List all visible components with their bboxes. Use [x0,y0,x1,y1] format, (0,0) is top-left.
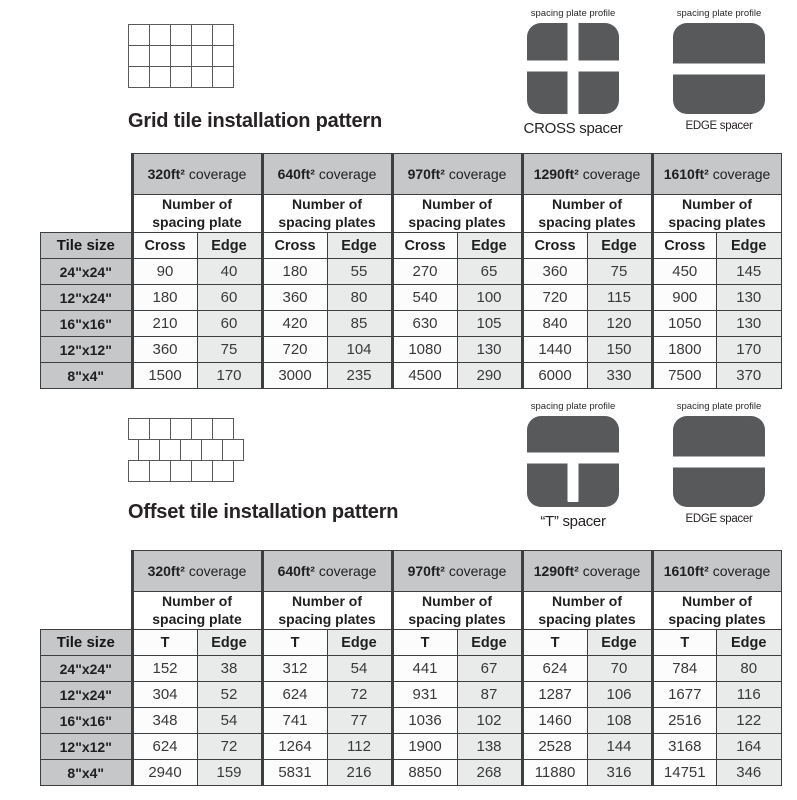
pattern-tile [170,66,192,88]
pattern-tile [191,66,213,88]
subheader-line: Number of [292,593,362,610]
pattern-row [128,66,234,88]
pattern-tile [128,460,150,482]
offset-pattern-figure [128,418,244,482]
value-cell: 216 [327,760,392,786]
coverage-area: 640ft² [277,166,315,182]
pattern-row [128,45,234,67]
subheader-cell [132,592,262,630]
data-row [41,708,782,734]
coverage-suffix: coverage [708,166,771,182]
coverage-area: 320ft² [147,166,185,182]
value-cell: 235 [327,363,392,389]
value-cell: 3000 [262,363,327,389]
pattern-tile [191,418,213,440]
value-cell: 112 [327,734,392,760]
value-cell: 2940 [132,760,197,786]
value-cell: 38 [197,656,262,682]
tile-size-header: Tile size [41,630,133,656]
pattern-tile [212,66,234,88]
value-cell: 348 [132,708,197,734]
spacer-caption: “T” spacer [540,513,606,530]
value-cell: 180 [132,285,197,311]
value-cell: 5831 [262,760,327,786]
subheader-line: spacing plates [538,610,636,627]
spacer-caption: EDGE spacer [685,120,753,132]
value-cell: 931 [392,682,457,708]
value-cell: 2528 [522,734,587,760]
value-cell: 268 [457,760,522,786]
value-cell: 55 [327,259,392,285]
subheader-line: Number of [162,593,232,610]
value-cell: 180 [262,259,327,285]
tile-size-header: Tile size [41,233,133,259]
offset-table-wrapper [40,550,782,786]
pattern-tile [191,460,213,482]
grid-pattern-figure [128,24,234,88]
subheader-cell [132,195,262,233]
cross-spacer-icon [527,23,619,114]
value-cell: 624 [262,682,327,708]
value-cell: 630 [392,311,457,337]
value-cell: 360 [262,285,327,311]
coverage-header-cell [132,551,262,592]
coverage-header-cell [262,551,392,592]
corner-cell [41,154,133,233]
pair-label-primary: Cross [262,233,327,259]
coverage-suffix: coverage [184,563,247,579]
spacer-stem [568,458,579,502]
coverage-header-cell [132,154,262,195]
value-cell: 144 [587,734,652,760]
value-cell: 420 [262,311,327,337]
pattern-tile [149,24,171,46]
value-cell: 77 [327,708,392,734]
subheader-line: spacing plate [152,610,242,627]
pattern-tile [149,460,171,482]
subheader-cell [522,195,652,233]
pair-label-edge: Edge [197,630,262,656]
value-cell: 65 [457,259,522,285]
subheader-line: spacing plates [538,213,636,230]
pattern-row [128,418,244,440]
value-cell: 105 [457,311,522,337]
value-cell: 14751 [652,760,717,786]
pattern-tile [149,45,171,67]
value-cell: 11880 [522,760,587,786]
value-cell: 122 [717,708,782,734]
pattern-tile [138,439,160,461]
value-cell: 40 [197,259,262,285]
value-cell: 106 [587,682,652,708]
subheader-line: spacing plates [408,610,506,627]
value-cell: 60 [197,311,262,337]
value-cell: 270 [392,259,457,285]
coverage-header-row [41,154,782,195]
pattern-tile [222,439,244,461]
data-row [41,259,782,285]
value-cell: 87 [457,682,522,708]
coverage-area: 320ft² [147,563,185,579]
value-cell: 1080 [392,337,457,363]
pattern-tile [159,439,181,461]
data-row [41,760,782,786]
value-cell: 784 [652,656,717,682]
value-cell: 304 [132,682,197,708]
value-cell: 54 [327,656,392,682]
value-cell: 108 [587,708,652,734]
spacer-caption: EDGE spacer [685,513,753,525]
value-cell: 370 [717,363,782,389]
pair-label-primary: T [262,630,327,656]
coverage-area: 970ft² [407,563,445,579]
spacer-bar-horizontal [669,456,769,467]
value-cell: 60 [197,285,262,311]
pair-label-edge: Edge [717,233,782,259]
subheader-line: Number of [682,196,752,213]
pair-label-edge: Edge [197,233,262,259]
subheader-row [41,195,782,233]
coverage-header-cell [522,154,652,195]
subheader-line: spacing plates [408,213,506,230]
corner-cell [41,551,133,630]
pattern-tile [170,24,192,46]
pattern-tile [170,460,192,482]
edge-spacer-figure [667,401,771,525]
coverage-area: 640ft² [277,563,315,579]
subheader-cell [392,592,522,630]
value-cell: 115 [587,285,652,311]
value-cell: 130 [717,285,782,311]
value-cell: 840 [522,311,587,337]
subheader-line: spacing plates [668,213,766,230]
value-cell: 150 [587,337,652,363]
coverage-header-cell [522,551,652,592]
cross-spacer-figure [521,8,625,137]
pattern-tile [191,24,213,46]
value-cell: 130 [717,311,782,337]
pair-label-primary: Cross [392,233,457,259]
pattern-tile [149,418,171,440]
value-cell: 67 [457,656,522,682]
subheader-line: spacing plate [152,213,242,230]
subheader-line: spacing plates [278,610,376,627]
data-row [41,656,782,682]
pair-label-edge: Edge [457,630,522,656]
pattern-row [128,460,244,482]
grid-spacing-table [40,153,782,389]
value-cell: 720 [522,285,587,311]
pair-label-edge: Edge [327,233,392,259]
spacer-profile-label: spacing plate profile [530,401,616,412]
pair-label-primary: T [392,630,457,656]
offset-spacing-table [40,550,782,786]
coverage-header-row [41,551,782,592]
value-cell: 102 [457,708,522,734]
subheader-line: Number of [422,196,492,213]
coverage-area: 1610ft² [663,166,709,182]
tile-size-cell: 8"x4" [41,363,133,389]
spacer-profile-label: spacing plate profile [676,8,762,19]
spacer-bar-vertical [568,21,579,116]
pair-label-primary: Cross [652,233,717,259]
value-cell: 70 [587,656,652,682]
value-cell: 164 [717,734,782,760]
coverage-suffix: coverage [578,166,641,182]
pattern-tile [128,66,150,88]
value-cell: 7500 [652,363,717,389]
tile-size-cell: 24"x24" [41,259,133,285]
data-row [41,285,782,311]
subheader-line: Number of [292,196,362,213]
pair-label-primary: Cross [522,233,587,259]
value-cell: 450 [652,259,717,285]
data-row [41,337,782,363]
pattern-tile [201,439,223,461]
value-cell: 104 [327,337,392,363]
coverage-suffix: coverage [314,563,377,579]
pair-label-edge: Edge [457,233,522,259]
value-cell: 624 [132,734,197,760]
data-row [41,734,782,760]
value-cell: 8850 [392,760,457,786]
pattern-tile [212,24,234,46]
value-cell: 312 [262,656,327,682]
value-cell: 741 [262,708,327,734]
coverage-header-cell [652,551,781,592]
value-cell: 290 [457,363,522,389]
tile-size-cell: 16"x16" [41,311,133,337]
value-cell: 138 [457,734,522,760]
coverage-header-cell [652,154,781,195]
coverage-suffix: coverage [444,563,507,579]
coverage-area: 1290ft² [533,166,579,182]
pattern-tile [128,418,150,440]
value-cell: 346 [717,760,782,786]
value-cell: 72 [197,734,262,760]
coverage-header-cell [262,154,392,195]
data-row [41,311,782,337]
value-cell: 6000 [522,363,587,389]
pair-label-edge: Edge [587,630,652,656]
pair-label-primary: T [652,630,717,656]
coverage-suffix: coverage [708,563,771,579]
value-cell: 1036 [392,708,457,734]
value-cell: 441 [392,656,457,682]
subheader-cell [392,195,522,233]
value-cell: 316 [587,760,652,786]
value-cell: 170 [717,337,782,363]
subheader-line: Number of [552,196,622,213]
value-cell: 210 [132,311,197,337]
value-cell: 80 [327,285,392,311]
pair-label-edge: Edge [717,630,782,656]
value-cell: 130 [457,337,522,363]
subheader-cell [652,592,781,630]
spacer-caption: CROSS spacer [523,120,623,137]
data-row [41,363,782,389]
spacer-bar-horizontal [669,63,769,74]
subheader-cell [262,592,392,630]
subheader-line: Number of [422,593,492,610]
value-cell: 90 [132,259,197,285]
subheader-line: Number of [682,593,752,610]
value-cell: 1264 [262,734,327,760]
value-cell: 330 [587,363,652,389]
value-cell: 720 [262,337,327,363]
value-cell: 1677 [652,682,717,708]
pattern-tile [170,418,192,440]
tile-size-cell: 16"x16" [41,708,133,734]
pattern-tile [128,24,150,46]
pattern-tile [128,45,150,67]
coverage-header-cell [392,154,522,195]
value-cell: 52 [197,682,262,708]
tile-size-cell: 12"x12" [41,734,133,760]
tile-size-cell: 12"x12" [41,337,133,363]
coverage-suffix: coverage [184,166,247,182]
pair-label-primary: T [132,630,197,656]
value-cell: 120 [587,311,652,337]
coverage-suffix: coverage [578,563,641,579]
subheader-line: Number of [162,196,232,213]
spacer-profile-label: spacing plate profile [676,401,762,412]
subheader-line: spacing plates [278,213,376,230]
value-cell: 85 [327,311,392,337]
subheader-line: spacing plates [668,610,766,627]
value-cell: 1800 [652,337,717,363]
value-cell: 159 [197,760,262,786]
value-cell: 75 [197,337,262,363]
pattern-tile [212,418,234,440]
value-cell: 1500 [132,363,197,389]
pair-label-edge: Edge [327,630,392,656]
pattern-tile [180,439,202,461]
coverage-header-cell [392,551,522,592]
section-title-grid: Grid tile installation pattern [128,110,383,132]
value-cell: 360 [522,259,587,285]
t-spacer-icon [527,416,619,507]
value-cell: 624 [522,656,587,682]
tile-size-cell: 12"x24" [41,285,133,311]
value-cell: 116 [717,682,782,708]
pair-label-edge: Edge [587,233,652,259]
tile-size-cell: 12"x24" [41,682,133,708]
pattern-tile [212,45,234,67]
pattern-tile [191,45,213,67]
pair-label-primary: T [522,630,587,656]
value-cell: 1460 [522,708,587,734]
data-row [41,682,782,708]
coverage-suffix: coverage [444,166,507,182]
spacer-profile-label: spacing plate profile [530,8,616,19]
coverage-area: 1290ft² [533,563,579,579]
value-cell: 360 [132,337,197,363]
value-cell: 1287 [522,682,587,708]
pattern-row [128,24,234,46]
pair-label-primary: Cross [132,233,197,259]
value-cell: 100 [457,285,522,311]
pattern-tile [212,460,234,482]
pattern-tile [170,45,192,67]
edge-spacer-icon [673,23,765,114]
edge-spacer-icon [673,416,765,507]
subheader-cell [262,195,392,233]
value-cell: 2516 [652,708,717,734]
subheader-cell [522,592,652,630]
t-spacer-figure [521,401,625,530]
value-cell: 540 [392,285,457,311]
value-cell: 72 [327,682,392,708]
value-cell: 4500 [392,363,457,389]
section-title-offset: Offset tile installation pattern [128,501,399,523]
coverage-area: 1610ft² [663,563,709,579]
value-cell: 54 [197,708,262,734]
tile-size-cell: 24"x24" [41,656,133,682]
pattern-tile [149,66,171,88]
subheader-row [41,592,782,630]
subheader-line: Number of [552,593,622,610]
column-label-row [41,233,782,259]
value-cell: 3168 [652,734,717,760]
value-cell: 80 [717,656,782,682]
grid-table-wrapper [40,153,782,389]
coverage-area: 970ft² [407,166,445,182]
value-cell: 900 [652,285,717,311]
tile-size-cell: 8"x4" [41,760,133,786]
pattern-row [138,439,244,461]
value-cell: 152 [132,656,197,682]
value-cell: 75 [587,259,652,285]
value-cell: 145 [717,259,782,285]
value-cell: 1900 [392,734,457,760]
edge-spacer-figure [667,8,771,132]
value-cell: 170 [197,363,262,389]
column-label-row [41,630,782,656]
value-cell: 1440 [522,337,587,363]
value-cell: 1050 [652,311,717,337]
subheader-cell [652,195,781,233]
coverage-suffix: coverage [314,166,377,182]
